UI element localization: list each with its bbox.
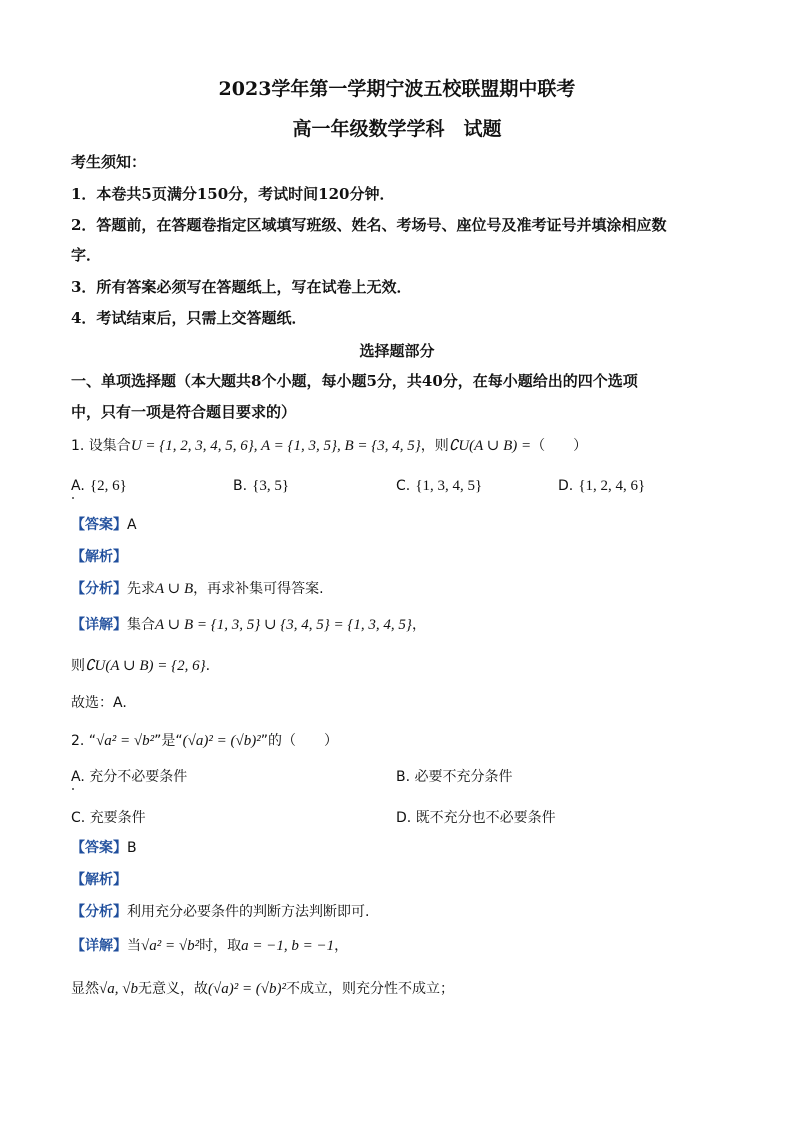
q2-option-b (396, 766, 513, 786)
q1-fenxi (71, 578, 324, 598)
q1-analysis-tag: 【解析】 (71, 549, 127, 565)
detail-tag: 【详解】 (71, 938, 127, 954)
q1-detail (71, 614, 426, 634)
exam-subtitle: 高一年级数学学科 试题 (292, 118, 502, 140)
q2-option-d (396, 807, 556, 827)
detail-text: 则 (71, 658, 85, 674)
notice-item-3: 3．所有答案必须写在答题纸上，写在试卷上无效． (71, 278, 412, 296)
q1-detail-2 (71, 655, 210, 675)
q2-option-a (71, 766, 187, 786)
question-1-sets: U = {1, 2, 3, 4, 5, 6}, A = {1, 3, 5}, B = {3, 4, 5} (130, 438, 421, 454)
option-label: A. (71, 769, 85, 785)
fenxi-tag: 【分析】 (71, 581, 127, 597)
q2-answer (71, 837, 137, 857)
detail-math: A ∪ B = {1, 3, 5} ∪ {3, 4, 5} = {1, 3, 4, 5} (155, 617, 412, 633)
notice-item-1: 1．本卷共5页满分150分，考试时间120分钟． (71, 185, 395, 203)
part-heading: 一、单项选择题（本大题共8个小题，每小题5分，共40分，在每小题给出的四个选项 (71, 372, 638, 390)
exam-title: 2023学年第一学期宁波五校联盟期中联考 (218, 78, 576, 100)
option-label: B. (396, 769, 411, 785)
detail-text: 显然 (71, 981, 99, 997)
option-value: {1, 2, 4, 6} (578, 478, 646, 494)
q2-detail (71, 935, 348, 955)
detail-text-end: . (205, 658, 211, 674)
question-1-ask: ∁U(A ∪ B) = (448, 438, 532, 454)
question-1-then: ，则 (420, 438, 449, 454)
question-2-suffix: ”的（ ） (260, 733, 338, 749)
notice-item-2: 2．答题前，在答题卷指定区域填写班级、姓名、考场号、座位号及准考证号并填涂相应数 (71, 216, 667, 234)
part-heading-cont: 中，只有一项是符合题目要求的） (71, 403, 297, 421)
section-heading: 选择题部分 (359, 342, 435, 360)
option-label: D. (396, 810, 412, 826)
option-value: 充分不必要条件 (89, 769, 188, 785)
question-2-mid: ”是“ (154, 733, 183, 749)
option-value: 必要不充分条件 (414, 769, 513, 785)
option-label: B. (233, 478, 248, 494)
q2-option-c (71, 807, 146, 827)
q1-conclusion: 故选：A. (71, 695, 127, 711)
q1-option-d (558, 475, 645, 495)
notice-item-4: 4．考试结束后，只需上交答题纸． (71, 309, 307, 327)
detail-text-end: ， (411, 617, 426, 633)
q2-detail-2 (71, 978, 454, 998)
question-1-prefix: 1. 设集合 (71, 438, 131, 454)
detail-text-end: 不成立，则充分性不成立； (286, 981, 455, 997)
fenxi-text-end: ，再求补集可得答案. (193, 581, 324, 597)
fenxi-text: 先求 (127, 581, 155, 597)
detail-text-mid: 无意义，故 (137, 981, 208, 997)
option-label: C. (71, 810, 86, 826)
option-label: A. (71, 478, 85, 494)
q2-analysis-tag: 【解析】 (71, 872, 127, 888)
fenxi-tag: 【分析】 (71, 904, 127, 920)
detail-math-2: (√a)² = (√b)² (207, 981, 287, 997)
q1-answer (71, 514, 137, 534)
detail-tag: 【详解】 (71, 617, 127, 633)
option-marker-dot (72, 497, 74, 499)
answer-value: B (127, 840, 137, 856)
option-value: 充要条件 (89, 810, 146, 826)
question-1-paren: （ ） (531, 438, 588, 454)
option-value: {2, 6} (89, 478, 127, 494)
notice-item-2-cont: 字． (71, 246, 102, 264)
question-1-stem (71, 435, 587, 455)
q1-option-b (233, 475, 289, 495)
question-2-condition-1: √a² = √b² (96, 733, 155, 749)
detail-math: ∁U(A ∪ B) = {2, 6} (85, 658, 206, 674)
q1-option-c (396, 475, 482, 495)
option-value: {3, 5} (252, 478, 290, 494)
option-marker-dot (72, 788, 74, 790)
option-label: C. (396, 478, 411, 494)
detail-text-mid: 时，取 (199, 938, 242, 954)
detail-text: 集合 (127, 617, 155, 633)
notice-heading: 考生须知： (71, 153, 147, 171)
q1-option-a (71, 475, 127, 495)
answer-tag: 【答案】 (71, 517, 127, 533)
question-2-stem (71, 730, 338, 750)
detail-math-2: a = −1, b = −1 (241, 938, 335, 954)
question-2-condition-2: (√a)² = (√b)² (182, 733, 261, 749)
detail-text: 当 (127, 938, 141, 954)
option-value: {1, 3, 4, 5} (415, 478, 483, 494)
option-value: 既不充分也不必要条件 (415, 810, 556, 826)
q2-fenxi (71, 901, 369, 921)
detail-text-end: ， (334, 938, 349, 954)
answer-tag: 【答案】 (71, 840, 127, 856)
detail-math: √a, √b (99, 981, 138, 997)
option-label: D. (558, 478, 574, 494)
answer-value: A (127, 517, 137, 533)
fenxi-math: A ∪ B (155, 581, 194, 597)
question-2-prefix: 2. “ (71, 733, 97, 749)
fenxi-text: 利用充分必要条件的判断方法判断即可. (127, 904, 370, 920)
detail-math: √a² = √b² (141, 938, 200, 954)
